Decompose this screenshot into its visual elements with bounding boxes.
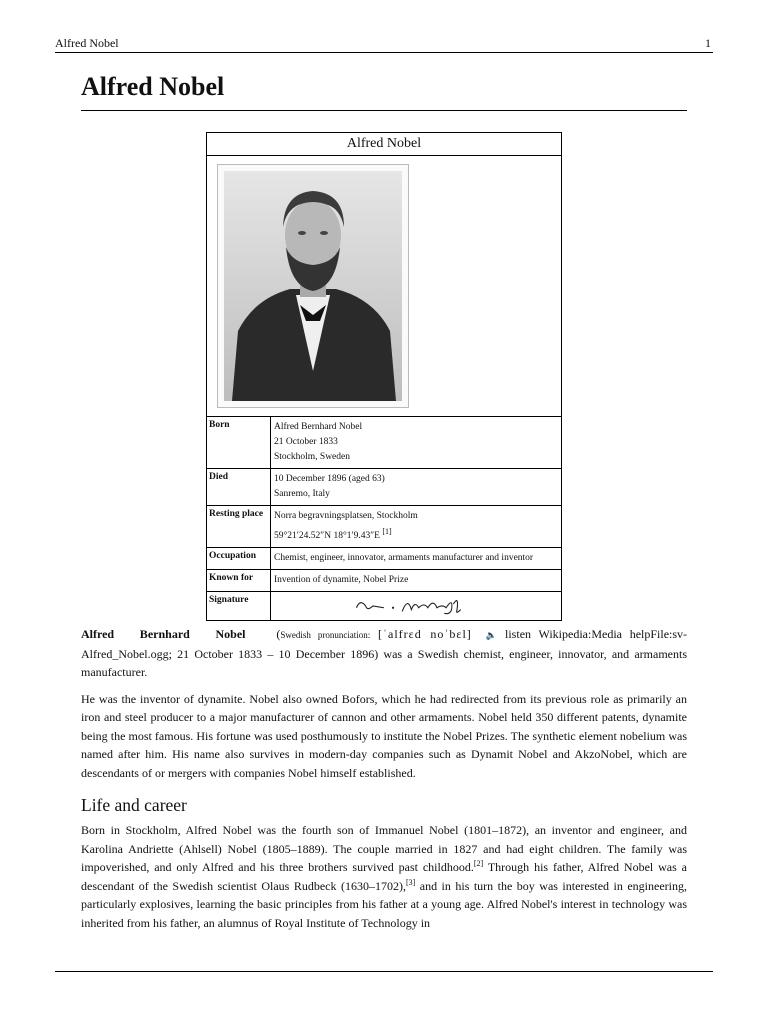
page-number: 1 [705,36,711,50]
death-date: 10 December 1896 (aged 63) [274,474,385,484]
coordinates[interactable]: 59°21′24.52″N 18°1′9.43″E [274,531,380,542]
speaker-icon[interactable]: 🔈 [485,630,498,640]
paragraph-intro: He was the inventor of dynamite. Nobel also owned Bofors, which he had redirected from its previous role as primarily an iron and steel producer to a major manufacturer of cannon and other armaments. Nobel held 350 different patents, dynamite being the most famous. His fortune was used posthumously to institute the Nobel Prizes. The synthetic element nobelium was named after him. His name also survives in modern-day companies such as Dynamit Nobel and AkzoNobel, which are descendants of or mergers with companies Nobel himself established. [81,691,687,780]
occupation: Chemist, engineer, innovator, armaments manufacturer and inventor [274,553,534,564]
ipa-pronunciation[interactable]: [ˈalfrɛd noˈbɛl] [378,627,472,641]
infobox-photo-cell [207,156,561,417]
paragraph-life-part: Through his father, Alfred Nobel was a descendant of the Swedish scientist Olaus Rudbeck (1630–1702), [81,860,687,893]
infobox-row-known-for [207,570,561,592]
lead-section [81,625,687,790]
signature-image [351,593,479,617]
infobox [206,132,562,621]
running-header [55,36,713,53]
pronunciation-open: ( [276,627,281,641]
life-career-section [81,821,687,940]
infobox-value [271,592,561,620]
running-header-title: Alfred Nobel [55,36,119,50]
infobox-value [271,469,561,505]
portrait-illustration [224,171,402,401]
footer-divider [55,971,713,972]
infobox-value [271,570,561,591]
lead-listen-text: listen Wikipedia:Media helpFile:sv-Alfred_Nobel.ogg; 21 October 1833 – 10 December 1896) was a Swedish chemist, engineer, innovator, and armaments manufacturer. [81,627,688,679]
reference-link[interactable]: [3] [405,877,416,887]
section-heading-life-and-career: Life and career [81,795,187,815]
lead-paragraph [81,625,687,682]
infobox-row-signature [207,592,561,620]
title-divider [81,110,687,111]
reference-link[interactable]: [1] [382,527,392,536]
infobox-label: Signature [207,592,271,620]
infobox-row-occupation [207,548,561,570]
infobox-value [271,548,561,569]
paragraph-life [81,821,687,932]
known-for: Invention of dynamite, Nobel Prize [274,575,409,586]
infobox-label: Resting place [207,506,271,547]
resting-place: Norra begravningsplatsen, Stockholm [274,511,418,521]
birth-date: 21 October 1833 [274,437,338,447]
infobox-row-resting-place [207,506,561,548]
infobox-row-died [207,469,561,506]
lead-name: Alfred Bernhard Nobel [81,627,246,641]
infobox-label: Born [207,417,271,468]
pronunciation-label[interactable]: Swedish pronunciation: [280,630,371,640]
infobox-row-born [207,417,561,469]
paragraph-life-part: and in his turn the boy was interested in engineering, particularly explosives, learning the basic principles from his father at a young age. Alfred Nobel's interest in technology was inherited from his father, an alumnus of Royal Institute of Technology in [81,878,687,930]
death-place: Sanremo, Italy [274,489,330,499]
infobox-label: Died [207,469,271,505]
infobox-label: Occupation [207,548,271,569]
infobox-value [271,506,561,547]
infobox-label: Known for [207,570,271,591]
reference-link[interactable]: [2] [473,859,484,868]
portrait-photo [217,164,409,408]
birth-place: Stockholm, Sweden [274,452,350,462]
infobox-value [271,417,561,468]
paragraph-life-part: Born in Stockholm, Alfred Nobel was the fourth son of Immanuel Nobel (1801–1872), an inventor and engineer, and Karolina Andriette (Ahlsell) Nobel (1805–1889). The couple married in 1827 and had eight children. The family was impoverished, and only Alfred and his three brothers survived past childhood. [81,823,687,874]
article-title: Alfred Nobel [81,72,225,101]
birth-name: Alfred Bernhard Nobel [274,422,363,432]
infobox-caption: Alfred Nobel [207,133,561,156]
